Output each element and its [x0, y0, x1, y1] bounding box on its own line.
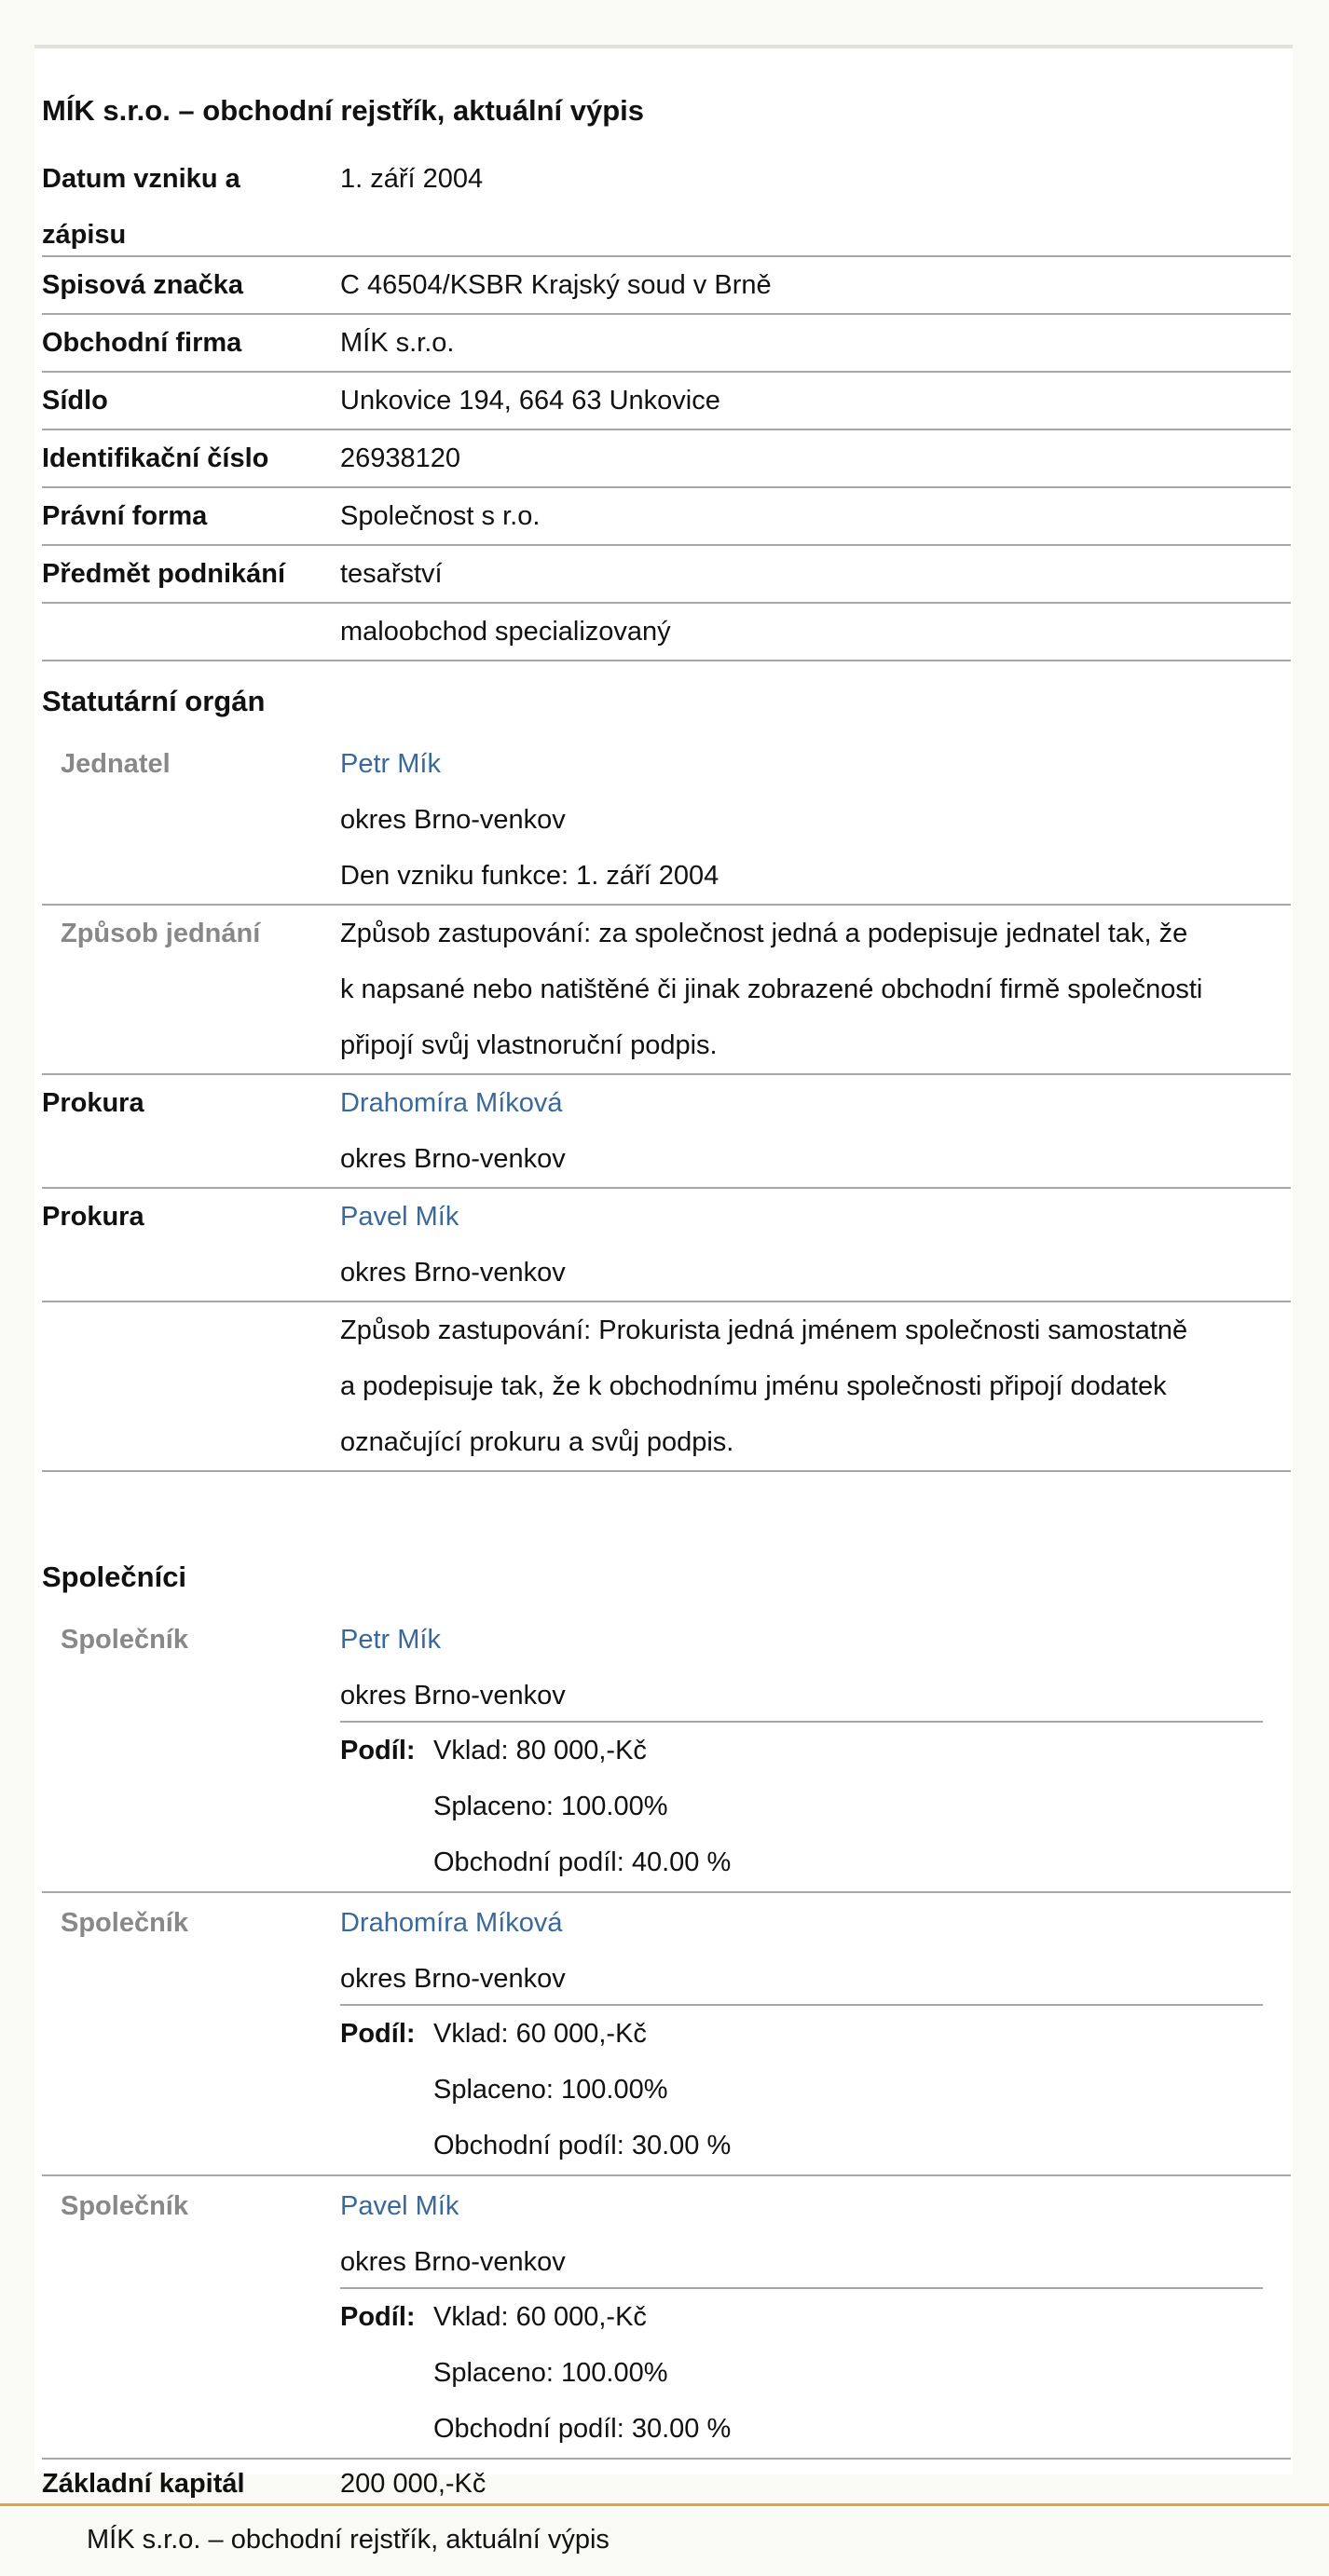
- podil-vklad: Vklad: 60 000,-Kč: [433, 2019, 647, 2049]
- podil-block: [340, 1721, 1263, 1890]
- datum-vzniku-value: 1. září 2004: [340, 164, 484, 194]
- obchodni-firma-value: MÍK s.r.o.: [340, 328, 455, 358]
- podil-obchodni: Obchodní podíl: 40.00 %: [433, 1847, 732, 1877]
- spolecnik-okres: okres Brno-venkov: [340, 1964, 566, 1994]
- row-spisova-znacka: [42, 257, 1291, 315]
- footer: [0, 2503, 1329, 2576]
- zakladni-kapital-value: 200 000,-Kč: [340, 2469, 486, 2499]
- zpusob-jednani-text: k napsané nebo natištěné či jinak zobrazené obchodní firmě společnosti: [340, 975, 1203, 1004]
- pravni-forma-label: Právní forma: [42, 501, 208, 531]
- spolecnik-okres: okres Brno-venkov: [340, 2247, 566, 2277]
- predmet-podnikani-label: Předmět podnikání: [42, 559, 286, 589]
- zakladni-kapital-label: Základní kapitál: [42, 2469, 245, 2499]
- podil-vklad: Vklad: 60 000,-Kč: [433, 2302, 647, 2332]
- podil-splaceno: Splaceno: 100.00%: [433, 2075, 668, 2105]
- footer-title: MÍK s.r.o. – obchodní rejstřík, aktuální výpis: [87, 2525, 610, 2555]
- row-spolecnik-3: [42, 2178, 1291, 2460]
- prokura-okres: okres Brno-venkov: [340, 1258, 566, 1288]
- datum-vzniku-label: Datum vzniku a zápisu: [42, 164, 240, 250]
- podil-label: Podíl:: [340, 2302, 416, 2332]
- row-jednatel: [42, 736, 1291, 906]
- podil-splaceno: Splaceno: 100.00%: [433, 1792, 668, 1821]
- row-datum-vzniku: [42, 151, 1291, 257]
- row-predmet-podnikani-2: [42, 604, 1291, 661]
- spolecnik-label: Společník: [61, 1908, 188, 1938]
- ico-value: 26938120: [340, 443, 461, 473]
- spolecnik-name-link[interactable]: Drahomíra Míková: [340, 1908, 563, 1938]
- prokura-label: Prokura: [42, 1088, 144, 1118]
- predmet-value: tesařství: [340, 559, 443, 589]
- podil-label: Podíl:: [340, 2019, 416, 2049]
- row-prokura-2: [42, 1189, 1291, 1302]
- pravni-forma-value: Společnost s r.o.: [340, 501, 541, 531]
- spisova-znacka-value: C 46504/KSBR Krajský soud v Brně: [340, 270, 772, 300]
- prokura-zpusob-text: Způsob zastupování: Prokurista jedná jménem společnosti samostatně: [340, 1315, 1188, 1345]
- spolecnik-label: Společník: [61, 2191, 188, 2221]
- predmet-value: maloobchod specializovaný: [340, 617, 671, 647]
- podil-label: Podíl:: [340, 1736, 416, 1765]
- podil-obchodni: Obchodní podíl: 30.00 %: [433, 2131, 732, 2160]
- prokura-zpusob-text: označující prokuru a svůj podpis.: [340, 1427, 734, 1457]
- register-extract: [34, 45, 1293, 2499]
- prokura-label: Prokura: [42, 1202, 144, 1232]
- section-heading-statutarni: Statutární orgán: [42, 685, 266, 717]
- podil-splaceno: Splaceno: 100.00%: [433, 2358, 668, 2388]
- section-heading-spolecnici: Společníci: [42, 1561, 187, 1593]
- zpusob-jednani-label: Způsob jednání: [61, 919, 261, 948]
- prokura-name-link[interactable]: Pavel Mík: [340, 1202, 459, 1232]
- row-pravni-forma: [42, 488, 1291, 546]
- zpusob-jednani-text: připojí svůj vlastnoruční podpis.: [340, 1030, 718, 1060]
- jednatel-name-link[interactable]: Petr Mík: [340, 749, 441, 779]
- prokura-zpusob-text: a podepisuje tak, že k obchodnímu jménu společnosti připojí dodatek: [340, 1371, 1167, 1401]
- row-spolecnik-2: [42, 1895, 1291, 2176]
- podil-vklad: Vklad: 80 000,-Kč: [433, 1736, 647, 1765]
- spolecnik-label: Společník: [61, 1625, 188, 1655]
- row-obchodni-firma: [42, 315, 1291, 373]
- spolecnik-okres: okres Brno-venkov: [340, 1681, 566, 1711]
- jednatel-label: Jednatel: [61, 749, 171, 779]
- sidlo-value: Unkovice 194, 664 63 Unkovice: [340, 386, 720, 416]
- sidlo-label: Sídlo: [42, 386, 108, 416]
- row-prokura-1: [42, 1075, 1291, 1189]
- prokura-name-link[interactable]: Drahomíra Míková: [340, 1088, 563, 1118]
- spisova-znacka-label: Spisová značka: [42, 270, 243, 300]
- prokura-okres: okres Brno-venkov: [340, 1144, 566, 1174]
- zpusob-jednani-text: Způsob zastupování: za společnost jedná a podepisuje jednatel tak, že: [340, 919, 1188, 948]
- jednatel-funkce: Den vzniku funkce: 1. září 2004: [340, 861, 719, 891]
- obchodni-firma-label: Obchodní firma: [42, 328, 242, 358]
- row-spolecnik-1: [42, 1612, 1291, 1893]
- row-predmet-podnikani: [42, 546, 1291, 604]
- podil-obchodni: Obchodní podíl: 30.00 %: [433, 2414, 732, 2444]
- ico-label: Identifikační číslo: [42, 443, 269, 473]
- jednatel-okres: okres Brno-venkov: [340, 805, 566, 835]
- podil-block: [340, 2004, 1263, 2174]
- spolecnik-name-link[interactable]: Pavel Mík: [340, 2191, 459, 2221]
- page-title: MÍK s.r.o. – obchodní rejstřík, aktuální výpis: [42, 94, 645, 127]
- row-prokura-zpusob: [42, 1302, 1291, 1472]
- spolecnik-name-link[interactable]: Petr Mík: [340, 1625, 441, 1655]
- row-zpusob-jednani: [42, 906, 1291, 1075]
- row-ico: [42, 430, 1291, 488]
- podil-block: [340, 2287, 1263, 2457]
- row-sidlo: [42, 373, 1291, 430]
